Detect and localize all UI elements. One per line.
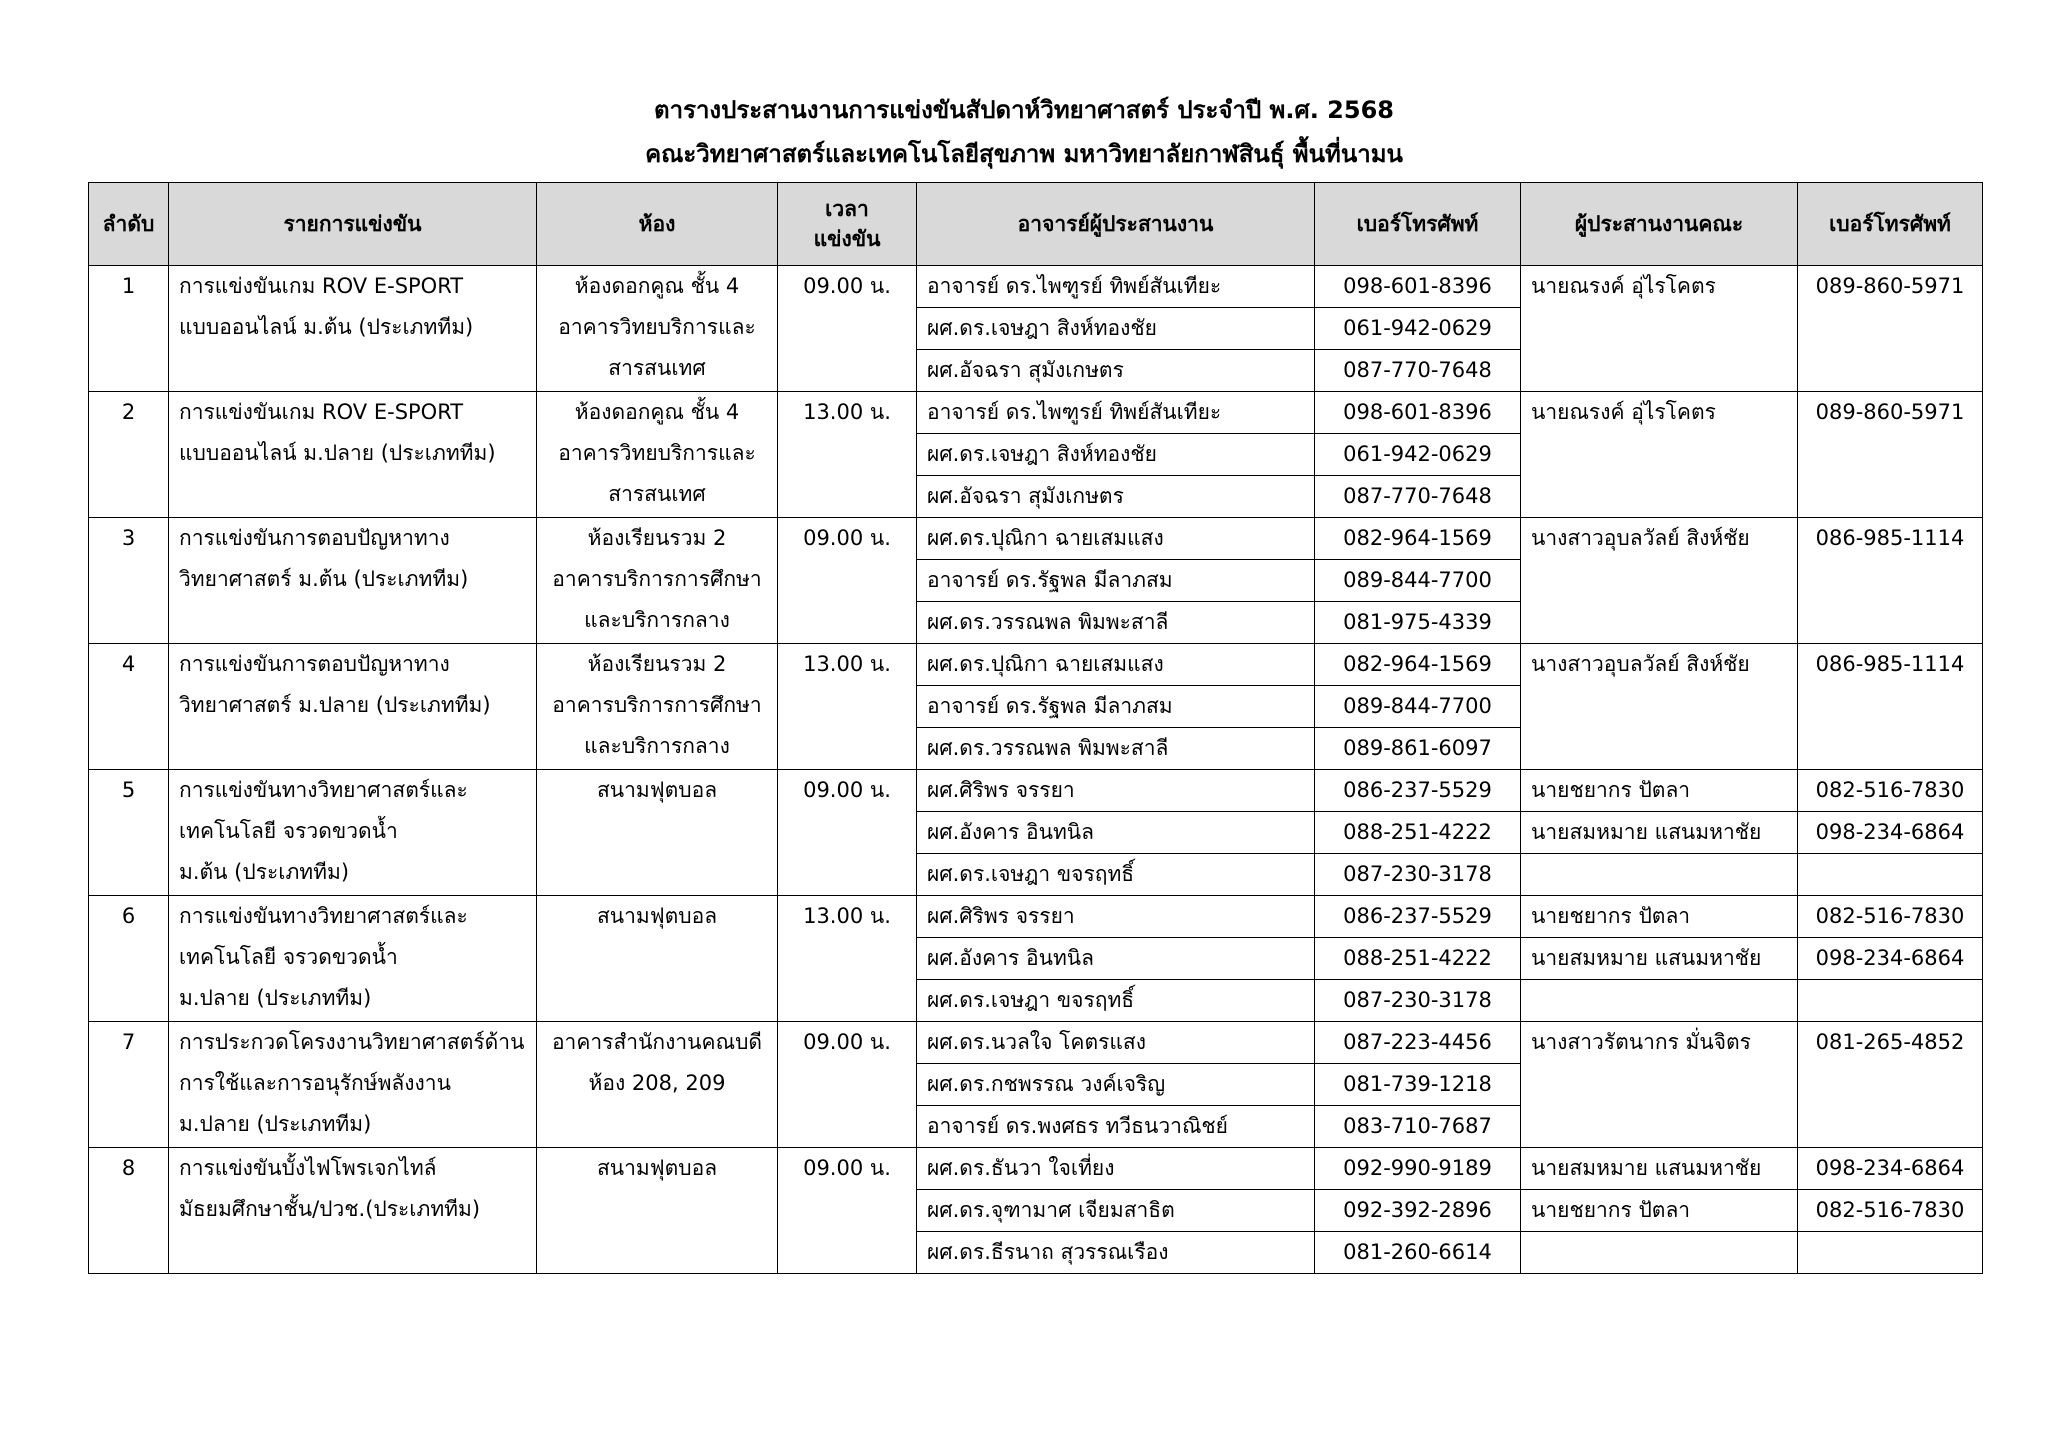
event-line: การแข่งขันเกม ROV E-SPORT <box>179 400 464 424</box>
cell-faculty-coordinator: นายชยากร ปัตลา <box>1521 896 1798 938</box>
cell-teacher: ผศ.ดร.วรรณพล พิมพะสาลี <box>917 602 1315 644</box>
cell-teacher-phone: 081-975-4339 <box>1315 602 1521 644</box>
cell-room <box>537 1022 778 1148</box>
event-line: แบบออนไลน์ ม.ปลาย (ประเภททีม) <box>179 441 496 465</box>
cell-event <box>169 770 537 896</box>
room-line: ห้อง 208, 209 <box>588 1071 726 1095</box>
cell-teacher: ผศ.ศิริพร จรรยา <box>917 770 1315 812</box>
cell-faculty-phone: 082-516-7830 <box>1798 770 1983 812</box>
room-line: สนามฟุตบอล <box>596 1156 718 1180</box>
header-no: ลำดับ <box>89 183 169 266</box>
cell-teacher-phone: 061-942-0629 <box>1315 308 1521 350</box>
cell-no: 7 <box>89 1022 169 1148</box>
cell-faculty-coordinator: นายสมหมาย แสนมหาชัย <box>1521 812 1798 854</box>
header-teacher: อาจารย์ผู้ประสานงาน <box>917 183 1315 266</box>
cell-event <box>169 266 537 392</box>
room-line: อาคารวิทยบริการและ <box>558 315 756 339</box>
cell-teacher: ผศ.ดร.กชพรรณ วงค์เจริญ <box>917 1064 1315 1106</box>
cell-teacher: ผศ.อัจฉรา สุมังเกษตร <box>917 350 1315 392</box>
cell-teacher: อาจารย์ ดร.รัฐพล มีลาภสม <box>917 560 1315 602</box>
cell-faculty-phone: 086-985-1114 <box>1798 518 1983 644</box>
cell-faculty-phone: 082-516-7830 <box>1798 896 1983 938</box>
room-line: และบริการกลาง <box>584 608 730 632</box>
cell-no: 8 <box>89 1148 169 1274</box>
cell-time: 13.00 น. <box>778 644 917 770</box>
cell-teacher: ผศ.ดร.ธีรนาถ สุวรรณเรือง <box>917 1232 1315 1274</box>
cell-faculty-coordinator: นายชยากร ปัตลา <box>1521 770 1798 812</box>
document-header <box>0 88 2048 176</box>
cell-teacher-phone: 098-601-8396 <box>1315 392 1521 434</box>
cell-faculty-coordinator: นายสมหมาย แสนมหาชัย <box>1521 1148 1798 1190</box>
cell-faculty-coordinator: นายสมหมาย แสนมหาชัย <box>1521 938 1798 980</box>
cell-teacher: ผศ.อัจฉรา สุมังเกษตร <box>917 476 1315 518</box>
cell-faculty-phone <box>1798 1232 1983 1274</box>
cell-teacher: ผศ.ดร.เจษฎา สิงห์ทองชัย <box>917 434 1315 476</box>
cell-faculty-phone: 086-985-1114 <box>1798 644 1983 770</box>
cell-faculty-coordinator: นางสาวอุบลวัลย์ สิงห์ชัย <box>1521 644 1798 770</box>
table-row <box>89 1148 1983 1190</box>
cell-teacher: ผศ.ดร.เจษฎา ขจรฤทธิ์ <box>917 980 1315 1022</box>
cell-teacher-phone: 087-223-4456 <box>1315 1022 1521 1064</box>
cell-faculty-coordinator <box>1521 1232 1798 1274</box>
event-line: การแข่งขันการตอบปัญหาทาง <box>179 652 450 676</box>
cell-teacher-phone: 082-964-1569 <box>1315 518 1521 560</box>
event-line: มัธยมศึกษาชั้น/ปวช.(ประเภททีม) <box>179 1197 481 1221</box>
room-line: อาคารบริการการศึกษา <box>552 693 762 717</box>
header-event: รายการแข่งขัน <box>169 183 537 266</box>
event-line: การแข่งขันการตอบปัญหาทาง <box>179 526 450 550</box>
event-line: วิทยาศาสตร์ ม.ปลาย (ประเภททีม) <box>179 693 491 717</box>
cell-event <box>169 644 537 770</box>
cell-teacher-phone: 086-237-5529 <box>1315 770 1521 812</box>
cell-teacher-phone: 089-861-6097 <box>1315 728 1521 770</box>
event-line: ม.ปลาย (ประเภททีม) <box>179 986 372 1010</box>
cell-teacher: ผศ.อังคาร อินทนิล <box>917 938 1315 980</box>
table-row <box>89 644 1983 686</box>
room-line: อาคารบริการการศึกษา <box>552 567 762 591</box>
table-row <box>89 392 1983 434</box>
table-row <box>89 518 1983 560</box>
event-line: การใช้และการอนุรักษ์พลังงาน <box>179 1071 451 1095</box>
cell-event <box>169 518 537 644</box>
cell-room <box>537 1148 778 1274</box>
table-row <box>89 770 1983 812</box>
cell-faculty-coordinator <box>1521 854 1798 896</box>
cell-faculty-coordinator: นางสาวอุบลวัลย์ สิงห์ชัย <box>1521 518 1798 644</box>
event-line: การแข่งขันบั้งไฟโพรเจกไทล์ <box>179 1156 437 1180</box>
cell-faculty-coordinator: นายณรงค์ อุ่ไรโคตร <box>1521 392 1798 518</box>
cell-event <box>169 392 537 518</box>
cell-teacher: ผศ.ดร.เจษฎา สิงห์ทองชัย <box>917 308 1315 350</box>
room-line: สนามฟุตบอล <box>596 904 718 928</box>
cell-time: 09.00 น. <box>778 266 917 392</box>
event-line: เทคโนโลยี จรวดขวดน้ำ <box>179 819 398 843</box>
room-line: สนามฟุตบอล <box>596 778 718 802</box>
table-row <box>89 896 1983 938</box>
cell-faculty-coordinator: นางสาวรัตนากร มั่นจิตร <box>1521 1022 1798 1148</box>
event-line: การประกวดโครงงานวิทยาศาสตร์ด้าน <box>179 1030 525 1054</box>
cell-teacher: ผศ.ดร.ปุณิกา ฉายเสมแสง <box>917 644 1315 686</box>
cell-faculty-phone <box>1798 854 1983 896</box>
cell-teacher: อาจารย์ ดร.ไพฑูรย์ ทิพย์สันเทียะ <box>917 266 1315 308</box>
cell-teacher-phone: 092-392-2896 <box>1315 1190 1521 1232</box>
cell-event <box>169 896 537 1022</box>
room-line: อาคารวิทยบริการและ <box>558 441 756 465</box>
cell-teacher: อาจารย์ ดร.ไพฑูรย์ ทิพย์สันเทียะ <box>917 392 1315 434</box>
cell-room <box>537 518 778 644</box>
event-line: การแข่งขันทางวิทยาศาสตร์และ <box>179 778 468 802</box>
table-row <box>89 1022 1983 1064</box>
table-body <box>89 266 1983 1274</box>
header-time-line1: เวลา <box>825 197 869 221</box>
cell-teacher: อาจารย์ ดร.พงศธร ทวีธนวาณิชย์ <box>917 1106 1315 1148</box>
cell-teacher-phone: 083-710-7687 <box>1315 1106 1521 1148</box>
cell-faculty-phone: 098-234-6864 <box>1798 938 1983 980</box>
coordination-table <box>88 182 1983 1274</box>
cell-time: 13.00 น. <box>778 392 917 518</box>
cell-room <box>537 896 778 1022</box>
cell-teacher: ผศ.ดร.ธันวา ใจเที่ยง <box>917 1148 1315 1190</box>
room-line: สารสนเทศ <box>608 356 706 380</box>
cell-teacher: ผศ.ดร.นวลใจ โคตรแสง <box>917 1022 1315 1064</box>
cell-teacher-phone: 061-942-0629 <box>1315 434 1521 476</box>
room-line: ห้องเรียนรวม 2 <box>587 652 727 676</box>
cell-event <box>169 1148 537 1274</box>
cell-teacher-phone: 098-601-8396 <box>1315 266 1521 308</box>
cell-no: 4 <box>89 644 169 770</box>
cell-teacher: ผศ.ดร.วรรณพล พิมพะสาลี <box>917 728 1315 770</box>
cell-faculty-coordinator <box>1521 980 1798 1022</box>
event-line: วิทยาศาสตร์ ม.ต้น (ประเภททีม) <box>179 567 469 591</box>
header-phone-faculty: เบอร์โทรศัพท์ <box>1798 183 1983 266</box>
cell-teacher-phone: 092-990-9189 <box>1315 1148 1521 1190</box>
cell-faculty-coordinator: นายชยากร ปัตลา <box>1521 1190 1798 1232</box>
cell-event <box>169 1022 537 1148</box>
cell-time: 13.00 น. <box>778 896 917 1022</box>
cell-no: 5 <box>89 770 169 896</box>
cell-teacher-phone: 086-237-5529 <box>1315 896 1521 938</box>
cell-faculty-phone: 089-860-5971 <box>1798 392 1983 518</box>
cell-room <box>537 266 778 392</box>
cell-no: 6 <box>89 896 169 1022</box>
cell-faculty-phone: 089-860-5971 <box>1798 266 1983 392</box>
table-row <box>89 266 1983 308</box>
cell-teacher-phone: 087-770-7648 <box>1315 476 1521 518</box>
room-line: ห้องเรียนรวม 2 <box>587 526 727 550</box>
cell-time: 09.00 น. <box>778 518 917 644</box>
header-faculty-coordinator: ผู้ประสานงานคณะ <box>1521 183 1798 266</box>
room-line: ห้องดอกคูณ ชั้น 4 <box>574 400 740 424</box>
cell-no: 2 <box>89 392 169 518</box>
header-row <box>89 183 1983 266</box>
cell-room <box>537 392 778 518</box>
room-line: สารสนเทศ <box>608 482 706 506</box>
event-line: การแข่งขันเกม ROV E-SPORT <box>179 274 464 298</box>
cell-faculty-phone: 082-516-7830 <box>1798 1190 1983 1232</box>
room-line: ห้องดอกคูณ ชั้น 4 <box>574 274 740 298</box>
cell-faculty-phone: 098-234-6864 <box>1798 812 1983 854</box>
cell-faculty-phone: 098-234-6864 <box>1798 1148 1983 1190</box>
cell-teacher-phone: 088-251-4222 <box>1315 812 1521 854</box>
cell-time: 09.00 น. <box>778 1022 917 1148</box>
cell-faculty-coordinator: นายณรงค์ อุ่ไรโคตร <box>1521 266 1798 392</box>
event-line: แบบออนไลน์ ม.ต้น (ประเภททีม) <box>179 315 474 339</box>
cell-faculty-phone: 081-265-4852 <box>1798 1022 1983 1148</box>
event-line: ม.ปลาย (ประเภททีม) <box>179 1112 372 1136</box>
event-line: การแข่งขันทางวิทยาศาสตร์และ <box>179 904 468 928</box>
cell-teacher: ผศ.อังคาร อินทนิล <box>917 812 1315 854</box>
header-phone-teacher: เบอร์โทรศัพท์ <box>1315 183 1521 266</box>
cell-time: 09.00 น. <box>778 770 917 896</box>
cell-teacher: ผศ.ดร.ปุณิกา ฉายเสมแสง <box>917 518 1315 560</box>
cell-teacher: อาจารย์ ดร.รัฐพล มีลาภสม <box>917 686 1315 728</box>
event-line: ม.ต้น (ประเภททีม) <box>179 860 350 884</box>
cell-faculty-phone <box>1798 980 1983 1022</box>
page-subtitle: คณะวิทยาศาสตร์และเทคโนโลยีสุขภาพ มหาวิทยาลัยกาฬสินธุ์ พื้นที่นามน <box>645 140 1403 168</box>
cell-no: 3 <box>89 518 169 644</box>
cell-room <box>537 770 778 896</box>
header-room: ห้อง <box>537 183 778 266</box>
cell-no: 1 <box>89 266 169 392</box>
cell-teacher-phone: 089-844-7700 <box>1315 686 1521 728</box>
cell-teacher-phone: 087-230-3178 <box>1315 980 1521 1022</box>
cell-teacher-phone: 089-844-7700 <box>1315 560 1521 602</box>
room-line: และบริการกลาง <box>584 734 730 758</box>
cell-teacher-phone: 087-230-3178 <box>1315 854 1521 896</box>
room-line: อาคารสำนักงานคณบดี <box>551 1030 763 1054</box>
page-title: ตารางประสานงานการแข่งขันสัปดาห์วิทยาศาสตร์ ประจำปี พ.ศ. 2568 <box>654 96 1394 124</box>
cell-teacher-phone: 082-964-1569 <box>1315 644 1521 686</box>
cell-teacher: ผศ.ศิริพร จรรยา <box>917 896 1315 938</box>
cell-teacher-phone: 081-260-6614 <box>1315 1232 1521 1274</box>
header-time-line2: แข่งขัน <box>813 227 881 251</box>
cell-teacher: ผศ.ดร.เจษฎา ขจรฤทธิ์ <box>917 854 1315 896</box>
header-time <box>778 183 917 266</box>
cell-teacher: ผศ.ดร.จุฑามาศ เจียมสาธิต <box>917 1190 1315 1232</box>
event-line: เทคโนโลยี จรวดขวดน้ำ <box>179 945 398 969</box>
cell-teacher-phone: 081-739-1218 <box>1315 1064 1521 1106</box>
cell-room <box>537 644 778 770</box>
cell-teacher-phone: 087-770-7648 <box>1315 350 1521 392</box>
cell-teacher-phone: 088-251-4222 <box>1315 938 1521 980</box>
cell-time: 09.00 น. <box>778 1148 917 1274</box>
